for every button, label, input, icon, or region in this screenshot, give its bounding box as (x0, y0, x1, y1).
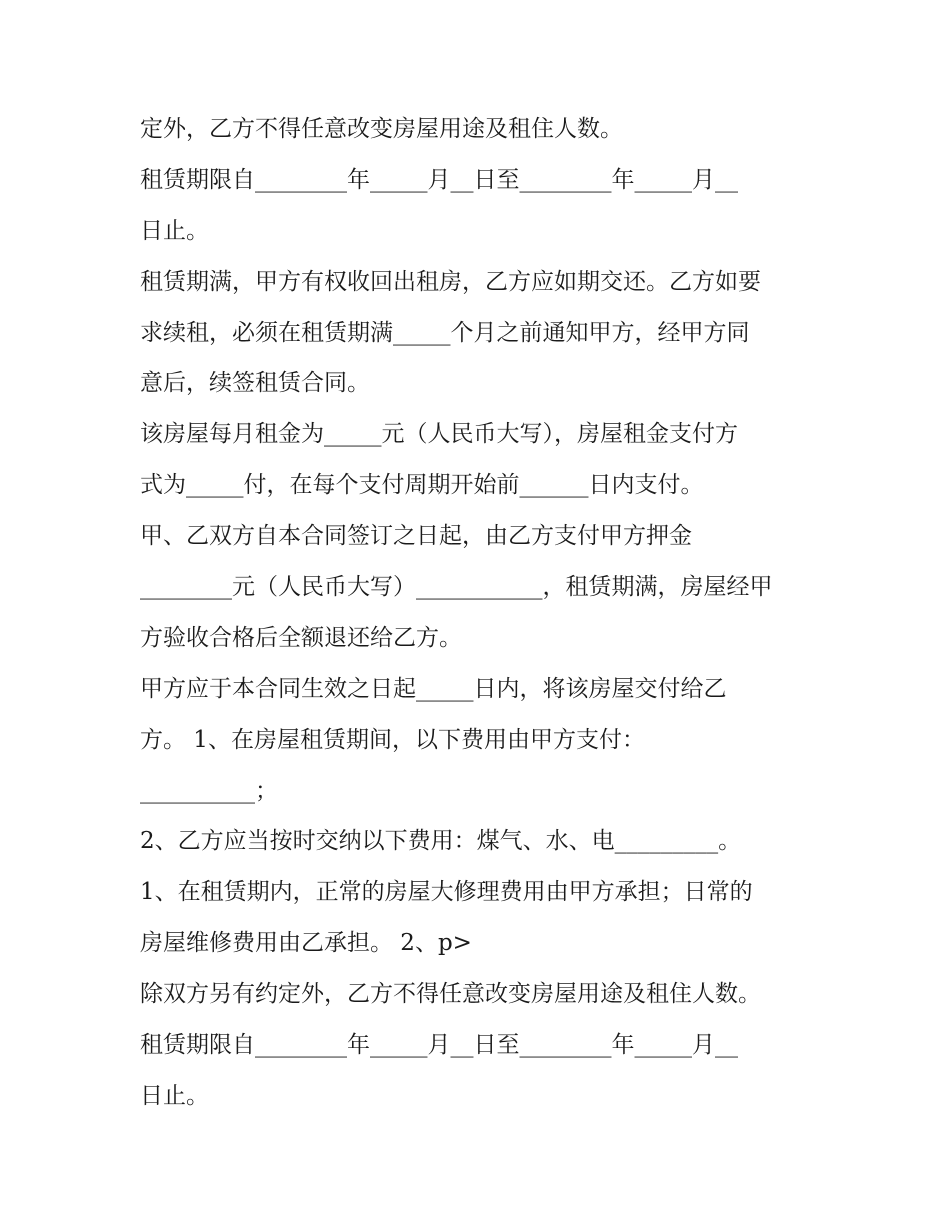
text-line: 方。 1、在房屋租赁期间，以下费用由甲方支付： (140, 726, 645, 753)
text-line: 方验收合格后全额退还给乙方。 (140, 624, 462, 651)
text-line: 租赁期限自________年_____月__日至________年_____月__ (140, 1032, 738, 1059)
text-line: 求续租，必须在租赁期满_____个月之前通知甲方，经甲方同 (140, 319, 750, 346)
text-line: ________元（人民币大写）___________，租赁期满，房屋经甲 (140, 574, 773, 601)
text-line: 租赁期限自________年_____月__日至________年_____月__ (140, 166, 738, 193)
text-line: 定外，乙方不得任意改变房屋用途及租住人数。 (140, 116, 623, 142)
text-line: 意后，续签租赁合同。 (140, 370, 370, 397)
text-line: 甲方应于本合同生效之日起_____日内，将该房屋交付给乙 (140, 675, 727, 702)
text-line: 租赁期满，甲方有权收回出租房，乙方应如期交还。乙方如要 (140, 268, 761, 295)
contract-body (140, 104, 840, 1122)
text-line: __________； (140, 777, 278, 804)
text-line: 2、乙方应当按时交纳以下费用：煤气、水、电_________。 (140, 828, 742, 855)
text-line: 1、在租赁期内，正常的房屋大修理费用由甲方承担；日常的 (140, 879, 753, 906)
text-line: 日止。 (140, 217, 209, 244)
text-line: 房屋维修费用由乙承担。 2、p> (140, 930, 472, 957)
text-line: 式为_____付，在每个支付周期开始前______日内支付。 (140, 472, 704, 499)
text-line: 日止。 (140, 1082, 209, 1109)
text-line: 除双方另有约定外，乙方不得任意改变房屋用途及租住人数。 (140, 981, 761, 1008)
text-line: 甲、乙双方自本合同签订之日起，由乙方支付甲方押金 (140, 523, 692, 550)
text-line: 该房屋每月租金为_____元（人民币大写），房屋租金支付方 (140, 421, 738, 448)
